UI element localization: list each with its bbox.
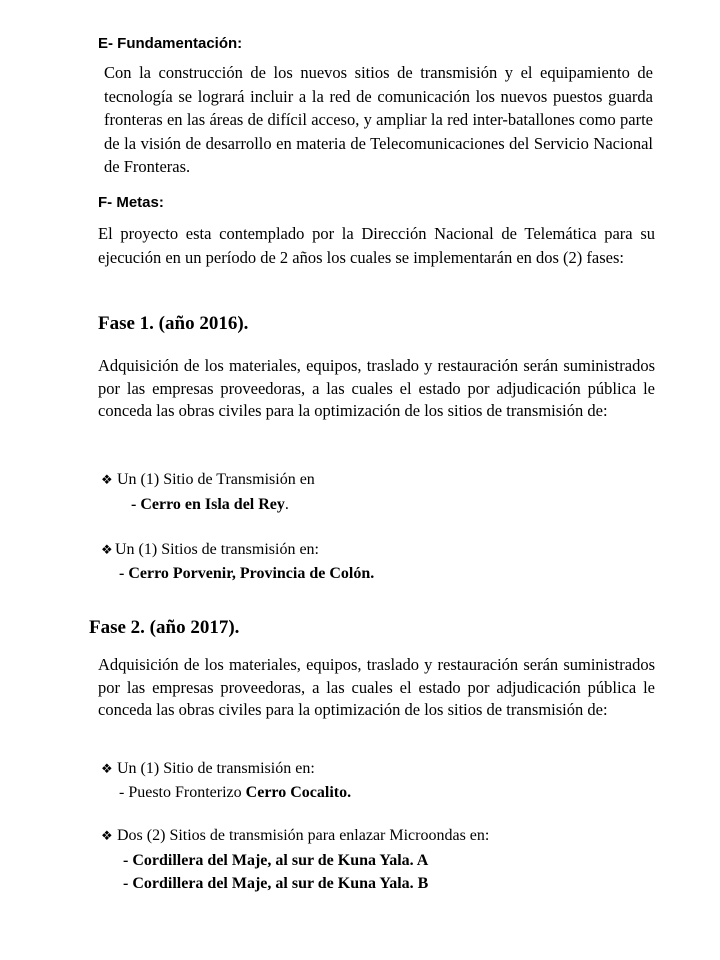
phase-1-title: Fase 1. (año 2016). — [98, 313, 249, 334]
phase-1-site-1 — [131, 496, 289, 514]
diamond-bullet-icon: ❖ — [101, 828, 113, 843]
diamond-bullet-icon: ❖ — [101, 542, 113, 557]
phase-2-bullet-1 — [101, 760, 315, 778]
bullet-text: Dos (2) Sitios de transmisión para enlazar Microondas en: — [117, 827, 490, 844]
section-f-paragraph: El proyecto esta contemplado por la Dirección Nacional de Telemática para su ejecución en un período de 2 años los cuales se implementarán en dos (2) fases: — [98, 224, 655, 267]
phase-2-site-a: - Cordillera del Maje, al sur de Kuna Yala. A — [123, 852, 429, 869]
site-prefix: - Puesto Fronterizo — [119, 784, 246, 801]
section-e-title: E- Fundamentación: — [98, 35, 243, 52]
diamond-bullet-icon: ❖ — [101, 761, 113, 776]
phase-1-bullet-2 — [101, 541, 319, 559]
phase-2-site-b: - Cordillera del Maje, al sur de Kuna Yala. B — [123, 875, 429, 892]
phase-1-paragraph: Adquisición de los materiales, equipos, traslado y restauración serán suministrados por las empresas proveedoras, a las cuales el estado por adjudicación pública le conceda las obras civiles para la optimización de los sitios de transmisión de: — [98, 356, 655, 420]
section-f-title: F- Metas: — [98, 194, 164, 211]
site-suffix: . — [284, 496, 289, 513]
phase-1-bullet-1 — [101, 471, 315, 489]
bullet-text: Un (1) Sitio de Transmisión en — [117, 471, 315, 488]
bullet-text: Un (1) Sitio de transmisión en: — [117, 760, 315, 777]
diamond-bullet-icon: ❖ — [101, 472, 113, 487]
phase-1-site-2: - Cerro Porvenir, Provincia de Colón. — [119, 565, 375, 582]
bullet-text: Un (1) Sitios de transmisión en: — [115, 541, 319, 558]
site-name: - Cerro en Isla del Rey — [131, 496, 285, 513]
site-name: Cerro Cocalito. — [245, 784, 352, 801]
phase-2-paragraph: Adquisición de los materiales, equipos, traslado y restauración serán suministrados por las empresas proveedoras, a las cuales el estado por adjudicación pública le conceda las obras civiles para la optimización de los sitios de transmisión de: — [98, 655, 655, 719]
phase-2-site-1 — [119, 784, 351, 802]
phase-2-bullet-2 — [101, 827, 489, 845]
phase-2-title: Fase 2. (año 2017). — [89, 617, 240, 638]
section-e-paragraph: Con la construcción de los nuevos sitios de transmisión y el equipamiento de tecnología se logrará incluir a la red de comunicación los nuevos puestos guarda fronteras en las áreas de difícil acceso, y ampliar la red inter-batallones como parte de la visión de desarrollo en materia de Telecomunicaciones del Servicio Nacional de Fronteras. — [104, 63, 653, 176]
